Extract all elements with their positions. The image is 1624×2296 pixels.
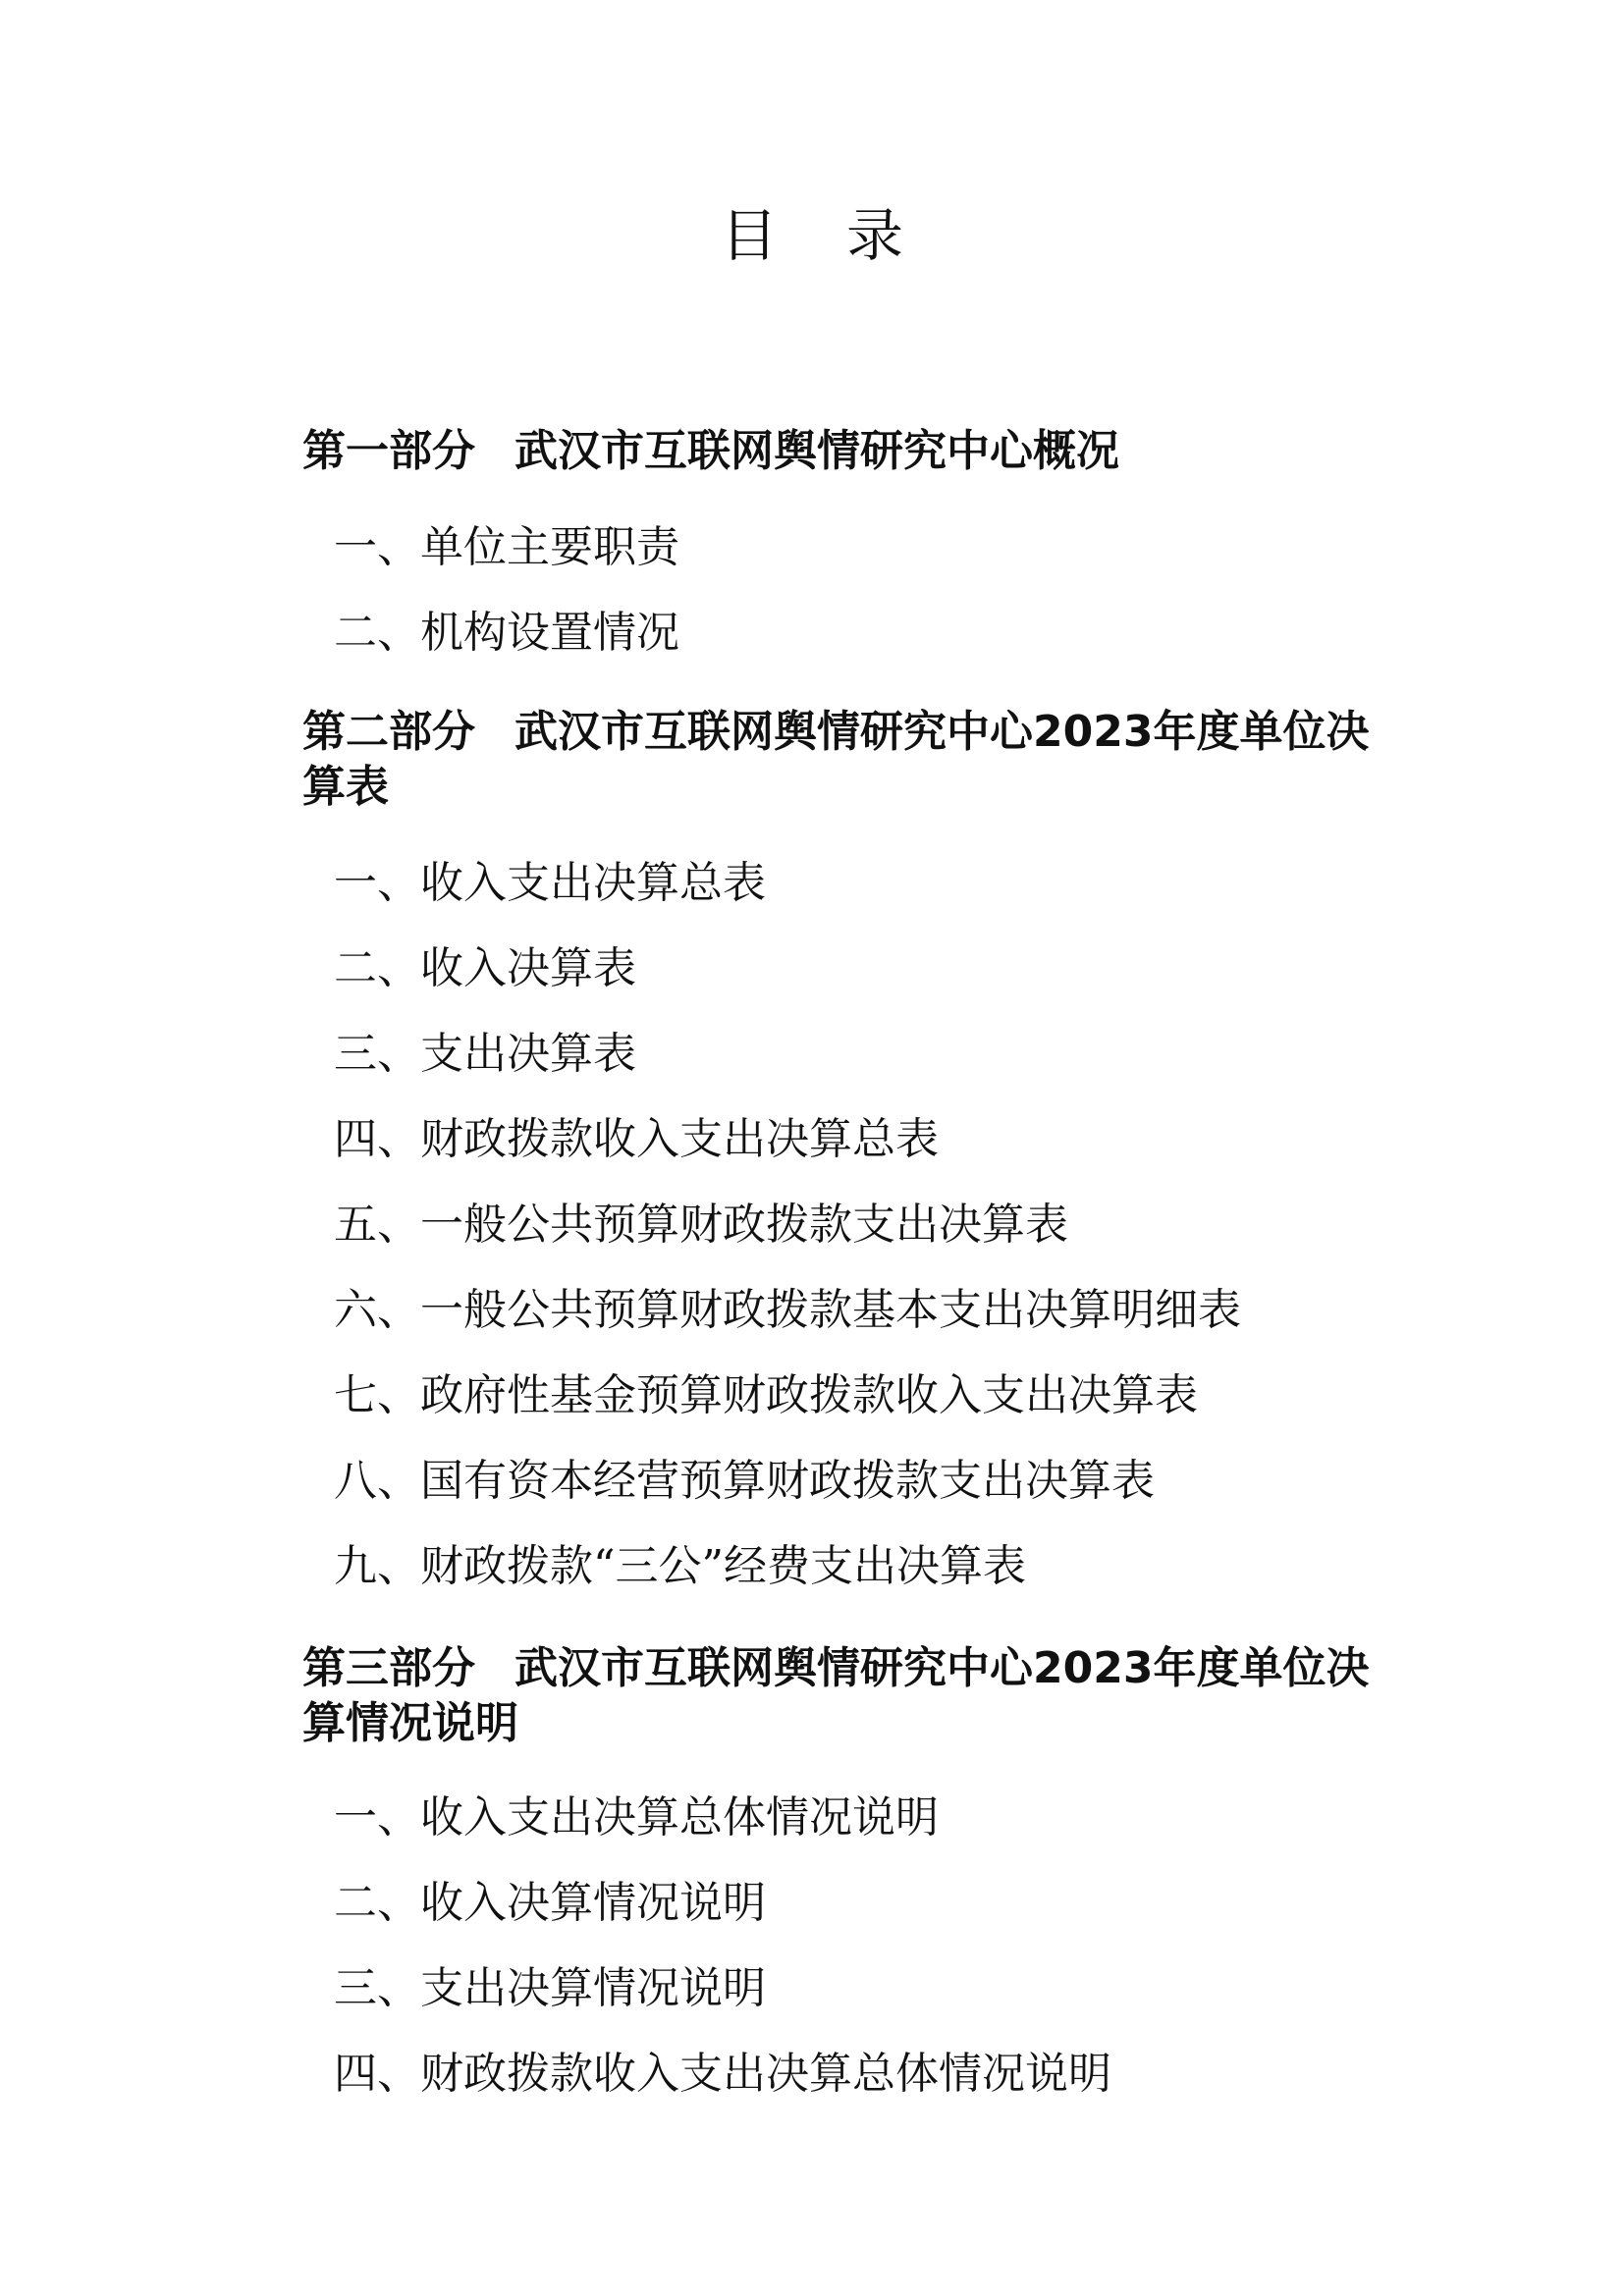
toc-item: 八、国有资本经营预算财政拨款支出决算表 <box>334 1456 1155 1506</box>
toc-item: 三、支出决算情况说明 <box>334 1963 766 2013</box>
toc-item: 三、支出决算表 <box>334 1029 636 1079</box>
toc-item: 二、机构设置情况 <box>334 608 679 658</box>
toc-item: 一、收入支出决算总表 <box>334 858 766 908</box>
toc-item: 五、一般公共预算财政拨款支出决算表 <box>334 1200 1068 1250</box>
section-title: 武汉市互联网舆情研究中心2023年度单位决算情况说明 <box>302 1643 1370 1748</box>
section-part-label: 第二部分 <box>302 707 475 757</box>
toc-item: 六、一般公共预算财政拨款基本支出决算明细表 <box>334 1285 1241 1335</box>
section-title: 武汉市互联网舆情研究中心概况 <box>514 426 1119 476</box>
toc-item: 七、政府性基金预算财政拨款收入支出决算表 <box>334 1370 1198 1420</box>
section-part-label: 第三部分 <box>302 1643 475 1693</box>
toc-item: 一、收入支出决算总体情况说明 <box>334 1792 939 1842</box>
toc-item: 九、财政拨款“三公”经费支出决算表 <box>334 1541 1026 1591</box>
toc-item: 二、收入决算情况说明 <box>334 1878 766 1928</box>
toc-item: 四、财政拨款收入支出决算总表 <box>334 1114 939 1164</box>
section-part-label: 第一部分 <box>302 426 475 476</box>
toc-item: 二、收入决算表 <box>334 943 636 993</box>
toc-item: 四、财政拨款收入支出决算总体情况说明 <box>334 2049 1111 2099</box>
section-heading-2 <box>302 705 1382 815</box>
section-heading-3 <box>302 1641 1382 1751</box>
section-title: 武汉市互联网舆情研究中心2023年度单位决算表 <box>302 707 1370 812</box>
page-title: 目录 <box>720 202 972 269</box>
section-heading-1 <box>302 424 1382 479</box>
toc-item: 一、单位主要职责 <box>334 522 679 572</box>
